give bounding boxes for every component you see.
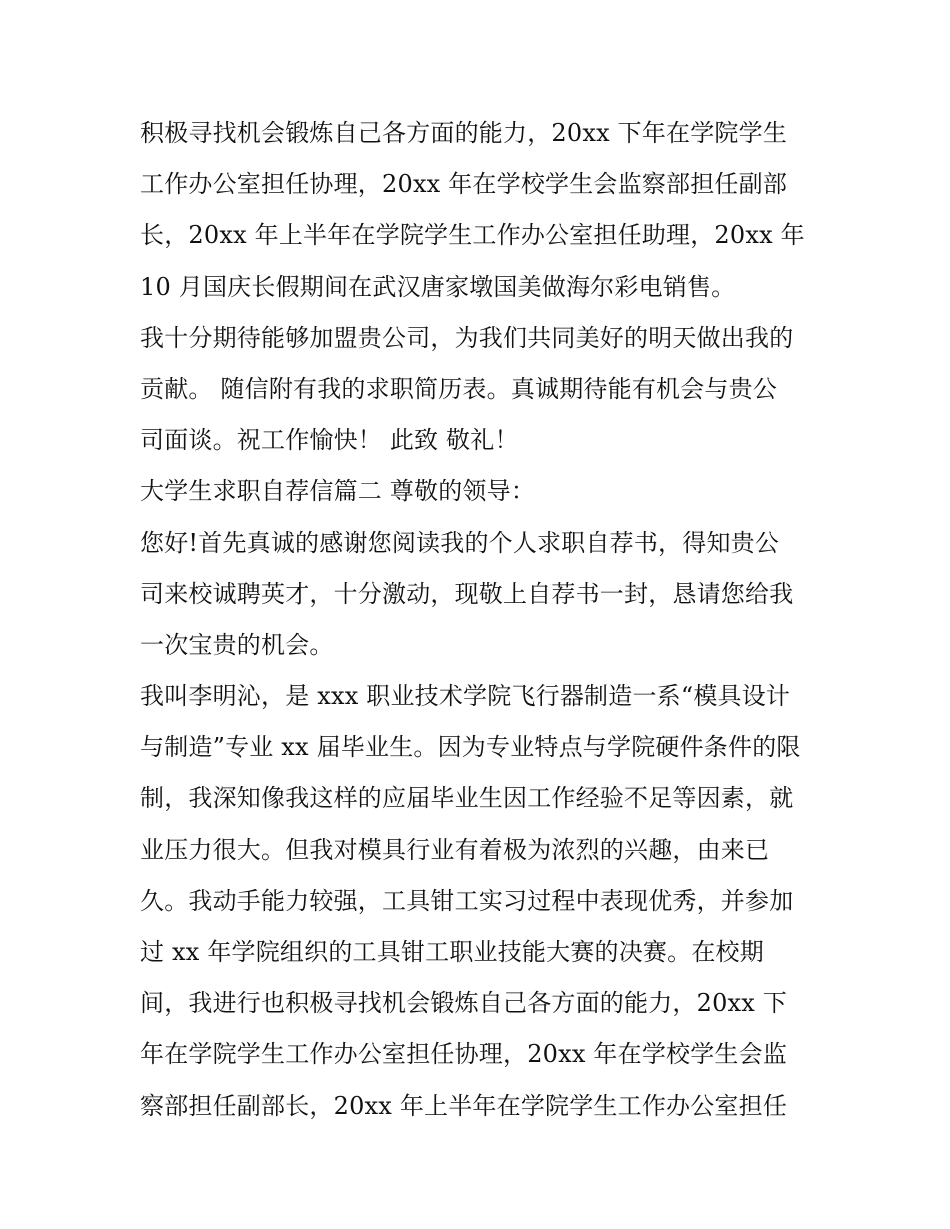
text-line: 司面谈。祝工作愉快！ 此致 敬礼！ (140, 426, 519, 455)
section-heading: 大学生求职自荐信篇二 尊敬的领导： (140, 477, 536, 506)
text-line: 您好!首先真诚的感谢您阅读我的个人求职自荐书，得知贵公 (140, 528, 780, 557)
text-line: 制，我深知像我这样的应届毕业生因工作经验不足等因素，就 (140, 784, 794, 813)
document-body (140, 108, 830, 1132)
text-line: 年在学院学生工作办公室担任协理，20xx 年在学校学生会监 (140, 1040, 788, 1069)
text-line: 久。我动手能力较强，工具钳工实习过程中表现优秀，并参加 (140, 886, 794, 915)
text-line: 司来校诚聘英才，十分激动，现敬上自荐书一封，恳请您给我 (140, 579, 794, 608)
text-line: 长，20xx 年上半年在学院学生工作办公室担任助理，20xx 年 (140, 221, 805, 250)
text-line: 贡献。 随信附有我的求职简历表。真诚期待能有机会与贵公 (140, 374, 778, 403)
text-line: 我十分期待能够加盟贵公司，为我们共同美好的明天做出我的 (140, 323, 794, 352)
text-line: 积极寻找机会锻炼自己各方面的能力，20xx 下年在学院学生 (140, 119, 788, 147)
text-line: 间，我进行也积极寻找机会锻炼自己各方面的能力，20xx 下 (140, 989, 788, 1018)
text-line: 10 月国庆长假期间在武汉唐家墩国美做海尔彩电销售。 (140, 272, 736, 301)
text-line: 察部担任副部长，20xx 年上半年在学院学生工作办公室担任 (140, 1091, 788, 1120)
text-line: 一次宝贵的机会。 (140, 630, 334, 659)
text-line: 与制造”专业 xx 届毕业生。因为专业特点与学院硬件条件的限 (140, 733, 801, 762)
text-line: 过 xx 年学院组织的工具钳工职业技能大赛的决赛。在校期 (140, 938, 764, 966)
text-line: 我叫李明沁，是 xxx 职业技术学院飞行器制造一系“模具设计 (140, 682, 791, 711)
text-line: 工作办公室担任协理，20xx 年在学校学生会监察部担任副部 (140, 170, 788, 199)
text-line: 业压力很大。但我对模具行业有着极为浓烈的兴趣，由来已 (140, 835, 770, 864)
